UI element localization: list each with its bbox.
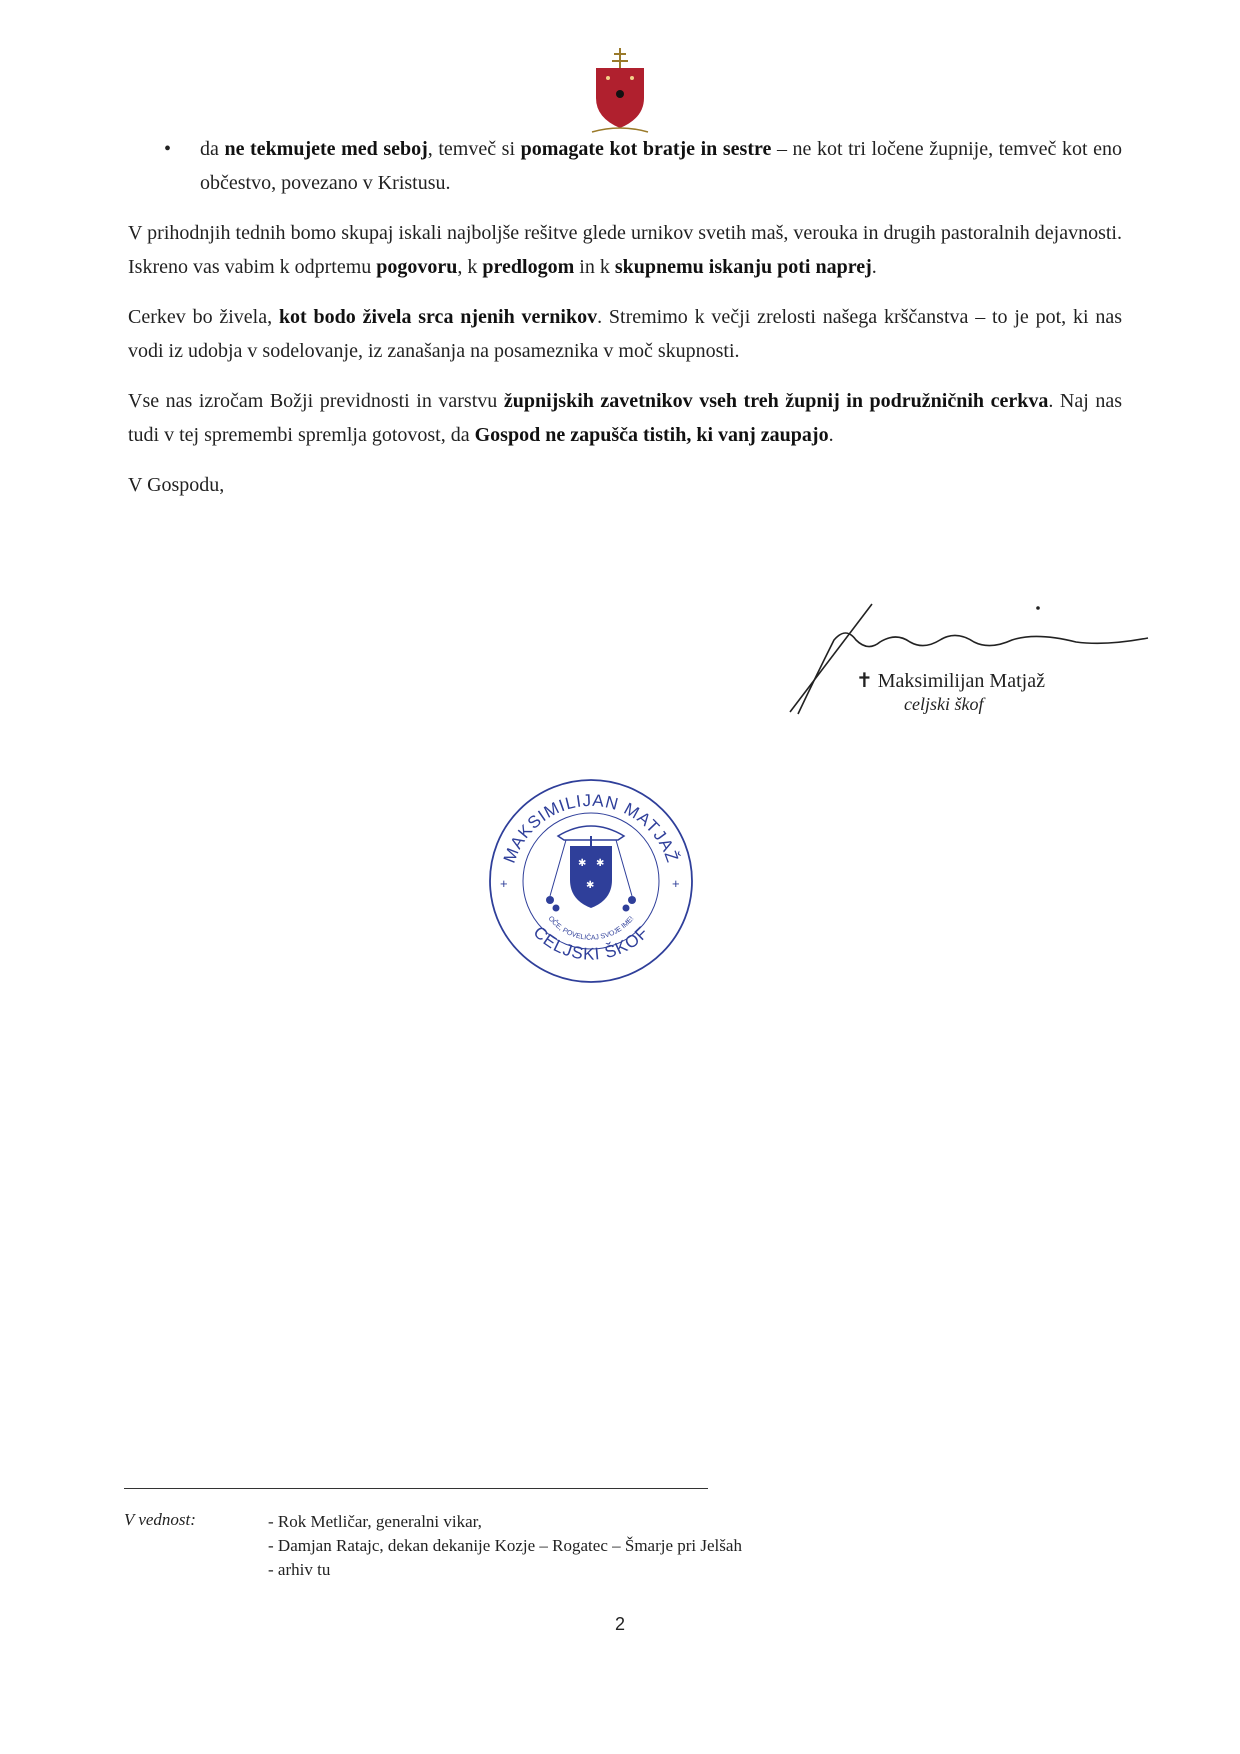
text: Vse nas izročam Božji previdnosti in varstvu (128, 390, 504, 412)
closing-salutation: V Gospodu, (128, 474, 225, 496)
emphasis: Gospod ne zapušča tistih, ki vanj zaupajo (474, 424, 829, 446)
text: Cerkev bo živela, (128, 306, 279, 328)
svg-text:✱: ✱ (586, 880, 595, 891)
seal-cross-right: + (672, 876, 680, 891)
svg-text:✱: ✱ (596, 858, 605, 869)
text: – ne kot tri ločene župnije, temveč kot eno občestvo, povezano v Kristusu. (200, 138, 1122, 194)
text: . (871, 256, 877, 278)
cross-icon: ✝ (856, 670, 873, 692)
episcopal-seal-stamp (486, 776, 696, 986)
bullet-item (128, 132, 1122, 200)
cc-item: - arhiv tu (268, 1560, 331, 1579)
emphasis: skupnemu iskanju poti naprej (614, 256, 872, 278)
emphasis: pogovoru (376, 256, 458, 278)
emphasis: kot bodo živela srca njenih vernikov (278, 306, 598, 328)
bullet-dot: • (164, 138, 172, 160)
diocese-crest-logo (582, 48, 658, 136)
handwritten-signature (776, 596, 1156, 736)
paragraph-schedules (128, 216, 1122, 284)
emphasis: predlogom (482, 256, 575, 278)
emphasis: ne tekmujete med seboj (224, 138, 428, 160)
text: , temveč si (427, 138, 521, 160)
cc-item: - Rok Metličar, generalni vikar, (268, 1512, 482, 1531)
text: , k (457, 256, 483, 278)
page-number: 2 (614, 1614, 625, 1634)
cc-item: - Damjan Ratajc, dekan dekanije Kozje – Rogatec – Šmarje pri Jelšah (268, 1536, 742, 1555)
text: in k (574, 256, 615, 278)
text: . Naj nas tudi v tej spremembi spremlja gotovost, da (128, 390, 1122, 446)
svg-text:CELJSKI ŠKOF (530, 923, 653, 964)
emphasis: pomagate kot bratje in sestre (520, 138, 772, 160)
text: . Stremimo k večji zrelosti našega krščanstva – to je pot, ki nas vodi iz udobja v sodelovanje, iz zanašanja na posameznika v moč skupnosti. (128, 306, 1123, 362)
text: da (200, 138, 225, 160)
letter-body (128, 132, 1122, 518)
text: V prihodnjih tednih bomo skupaj iskali najboljše rešitve glede urnikov svetih maš, verouka in drugih pastoralnih dejavnosti. Iskreno vas vabim k odprtemu (128, 222, 1122, 278)
cc-list (268, 1510, 742, 1582)
signer-name: Maksimilijan Matjaž (877, 670, 1045, 692)
seal-cross-left: + (500, 876, 508, 891)
seal-top-text: MAKSIMILIJAN MATJAŽ (499, 790, 683, 866)
paragraph-church (128, 300, 1122, 368)
text: . (828, 424, 834, 446)
svg-text:✱: ✱ (578, 858, 587, 869)
signature-block (856, 668, 1045, 694)
footnote-divider (124, 1488, 708, 1489)
signer-title: celjski škof (904, 694, 984, 714)
emphasis: župnijskih zavetnikov vseh treh župnij in podružničnih cerkva (503, 390, 1049, 412)
seal-bottom-text: CELJSKI ŠKOF (529, 922, 653, 964)
paragraph-blessing (128, 384, 1122, 452)
cc-label: V vednost: (124, 1510, 196, 1529)
seal-motto: OČE, POVELIČAJ SVOJE IME! (546, 915, 636, 942)
